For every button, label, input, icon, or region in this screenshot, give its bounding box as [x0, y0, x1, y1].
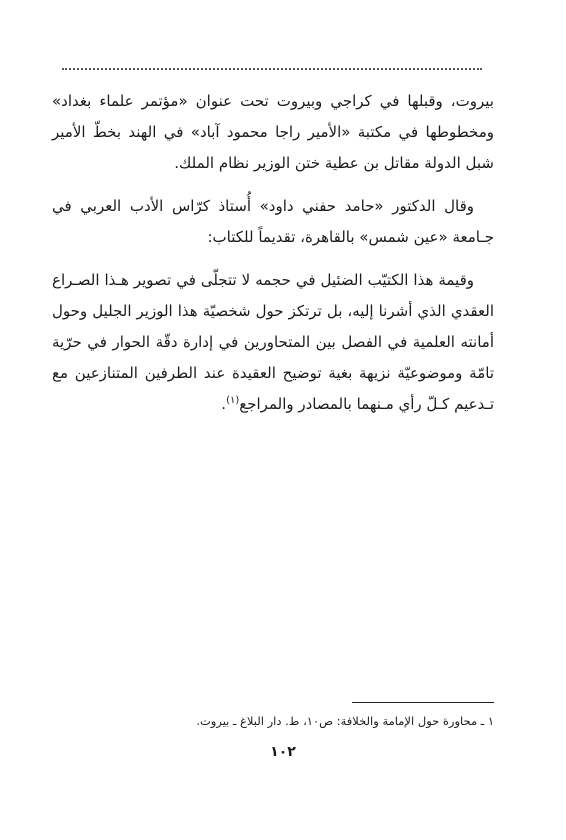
- paragraph-3: وقيمة هذا الكتيّب الضئيل في حجمه لا تتجلّى في تصوير هـذا الصـراع العقدي الذي أشرنا إليه، بل ترتكز حول شخصيّة هذا الوزير الجليل وحول أمانته العلمية في الفصل بين المتحاورين في إدارة دقّة الحوار في حرّية تامّة وموضوعيّة نزيهة بغية توضيح العقيدة عند الطرفين المتنازعين مع تـدعيم كـلّ رأي مـنهما بالمصادر والمراجع$^{(١)}$.: [52, 271, 494, 413]
- paragraph-3-text: وقيمة هذا الكتيّب الضئيل في حجمه لا تتجلّى في تصوير هـذا الصـراع العقدي الذي أشرنا إليه، بل ترتكز حول شخصيّة هذا الوزير الجليل وحول أمانته العلمية في الفصل بين المتحاورين في إدارة دقّة الحوار في حرّية تامّة وموضوعيّة نزيهة بغية توضيح العقيدة عند الطرفين المتنازعين مع تـدعيم كـلّ رأي مـنهما بالمصادر والمراجع: [52, 271, 494, 413]
- page-number: ١٠٢: [270, 744, 296, 760]
- footnote-reference: (١): [226, 395, 240, 406]
- main-text: [52, 86, 494, 432]
- header-dotted-rule: [62, 68, 482, 74]
- footnote: ١ ـ محاورة حول الإمامة والخلافة: ص١٠، ط. دار البلاغ ـ بيروت.: [196, 714, 494, 728]
- paragraph-1: بيروت، وقبلها في كراجي وبيروت تحت عنوان «مؤتمر علماء بغداد» ومخطوطها في مكتبة «الأمير راجا محمود آباد» في الهند بخطّ الأمير شبل الدولة مقاتل بن عطية ختن الوزير نظام الملك.: [52, 92, 494, 172]
- footnote-separator: [352, 702, 494, 703]
- paragraph-2: وقال الدكتور «حامد حفني داود» أُستاذ كرّاس الأدب العربي في جـامعة «عين شمس» بالقاهرة، تقديماً للكتاب:: [52, 197, 494, 246]
